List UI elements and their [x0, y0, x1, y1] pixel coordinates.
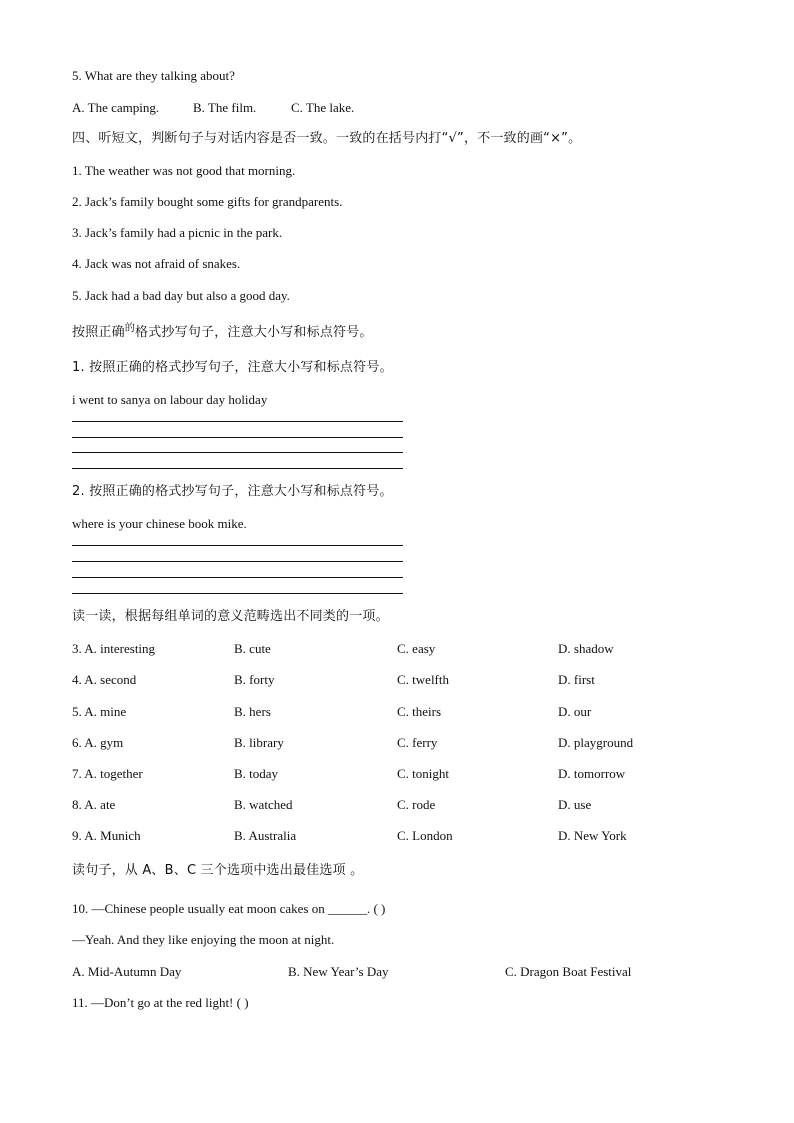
odd-row-8-b: B. watched — [234, 797, 293, 812]
odd-row-7-d: D. tomorrow — [558, 766, 626, 781]
odd-row-9-a: 9. A. Munich — [72, 828, 141, 843]
question-10-option-b: B. New Year’s Day — [288, 964, 389, 979]
answer-line[interactable] — [72, 421, 403, 422]
listening-q5-option-a: A. The camping. — [72, 100, 160, 115]
odd-row-6-d: D. playground — [558, 735, 634, 750]
question-11-line-1: 11. —Don’t go at the red light! ( ) — [72, 995, 249, 1010]
listening-q5-option-c: C. The lake. — [291, 100, 355, 115]
odd-one-out-title: 读一读，根据每组单词的意义范畴选出不同类的一项。 — [72, 609, 389, 624]
odd-row-6-b: B. library — [234, 735, 284, 750]
odd-row-7-a: 7. A. together — [72, 766, 143, 781]
odd-row-3-b: B. cute — [234, 641, 271, 656]
answer-line[interactable] — [72, 593, 403, 594]
odd-row-7-c: C. tonight — [397, 766, 450, 781]
answer-line[interactable] — [72, 468, 403, 469]
odd-row-8-a: 8. A. ate — [72, 797, 116, 812]
answer-line[interactable] — [72, 452, 403, 453]
question-10-option-a: A. Mid-Autumn Day — [72, 964, 182, 979]
listening-q5-option-b: B. The film. — [193, 100, 257, 115]
question-10-line-1: 10. —Chinese people usually eat moon cakes on ______. ( ) — [72, 901, 386, 916]
odd-row-6-a: 6. A. gym — [72, 735, 124, 750]
odd-row-5-c: C. theirs — [397, 704, 442, 719]
odd-row-3-a: 3. A. interesting — [72, 641, 156, 656]
odd-row-8-c: C. rode — [397, 797, 436, 812]
copy-title-part-b: 格式抄写句子，注意大小写和标点符号。 — [135, 325, 373, 340]
copy-question-2-sentence: where is your chinese book mike. — [72, 516, 247, 531]
copy-title-part-a: 按照正确 — [72, 325, 125, 340]
odd-row-9-c: C. London — [397, 828, 453, 843]
section-4-title: 四、听短文，判断句子与对话内容是否一致。一致的在括号内打“√”，不一致的画“×”。 — [72, 131, 582, 146]
copy-section-title — [72, 325, 373, 342]
odd-row-4-a: 4. A. second — [72, 672, 137, 687]
odd-row-5-d: D. our — [558, 704, 592, 719]
copy-question-1-sentence: i went to sanya on labour day holiday — [72, 392, 268, 407]
choice-section-title: 读句子，从 A、B、C 三个选项中选出最佳选项 。 — [72, 863, 364, 878]
section-4-item-3: 3. Jack’s family had a picnic in the park. — [72, 225, 283, 240]
odd-row-9-b: B. Australia — [234, 828, 297, 843]
copy-title-sup: 的 — [124, 323, 136, 334]
answer-line[interactable] — [72, 437, 403, 438]
answer-line[interactable] — [72, 561, 403, 562]
question-10-option-c: C. Dragon Boat Festival — [505, 964, 632, 979]
question-10-line-2: —Yeah. And they like enjoying the moon at night. — [72, 932, 335, 947]
odd-row-4-b: B. forty — [234, 672, 275, 687]
copy-question-1-label: 1. 按照正确的格式抄写句子，注意大小写和标点符号。 — [72, 360, 393, 375]
odd-row-6-c: C. ferry — [397, 735, 438, 750]
section-4-item-1: 1. The weather was not good that morning. — [72, 163, 296, 178]
section-4-item-4: 4. Jack was not afraid of snakes. — [72, 256, 241, 271]
answer-line[interactable] — [72, 545, 403, 546]
odd-row-8-d: D. use — [558, 797, 592, 812]
odd-row-5-a: 5. A. mine — [72, 704, 127, 719]
odd-row-3-d: D. shadow — [558, 641, 614, 656]
odd-row-4-c: C. twelfth — [397, 672, 449, 687]
odd-row-4-d: D. first — [558, 672, 595, 687]
section-4-item-2: 2. Jack’s family bought some gifts for grandparents. — [72, 194, 343, 209]
copy-question-2-label: 2. 按照正确的格式抄写句子，注意大小写和标点符号。 — [72, 484, 393, 499]
listening-question-5: 5. What are they talking about? — [72, 68, 235, 83]
answer-line[interactable] — [72, 577, 403, 578]
odd-row-7-b: B. today — [234, 766, 279, 781]
odd-row-5-b: B. hers — [234, 704, 271, 719]
section-4-item-5: 5. Jack had a bad day but also a good day. — [72, 288, 290, 303]
odd-row-3-c: C. easy — [397, 641, 436, 656]
odd-row-9-d: D. New York — [558, 828, 627, 843]
